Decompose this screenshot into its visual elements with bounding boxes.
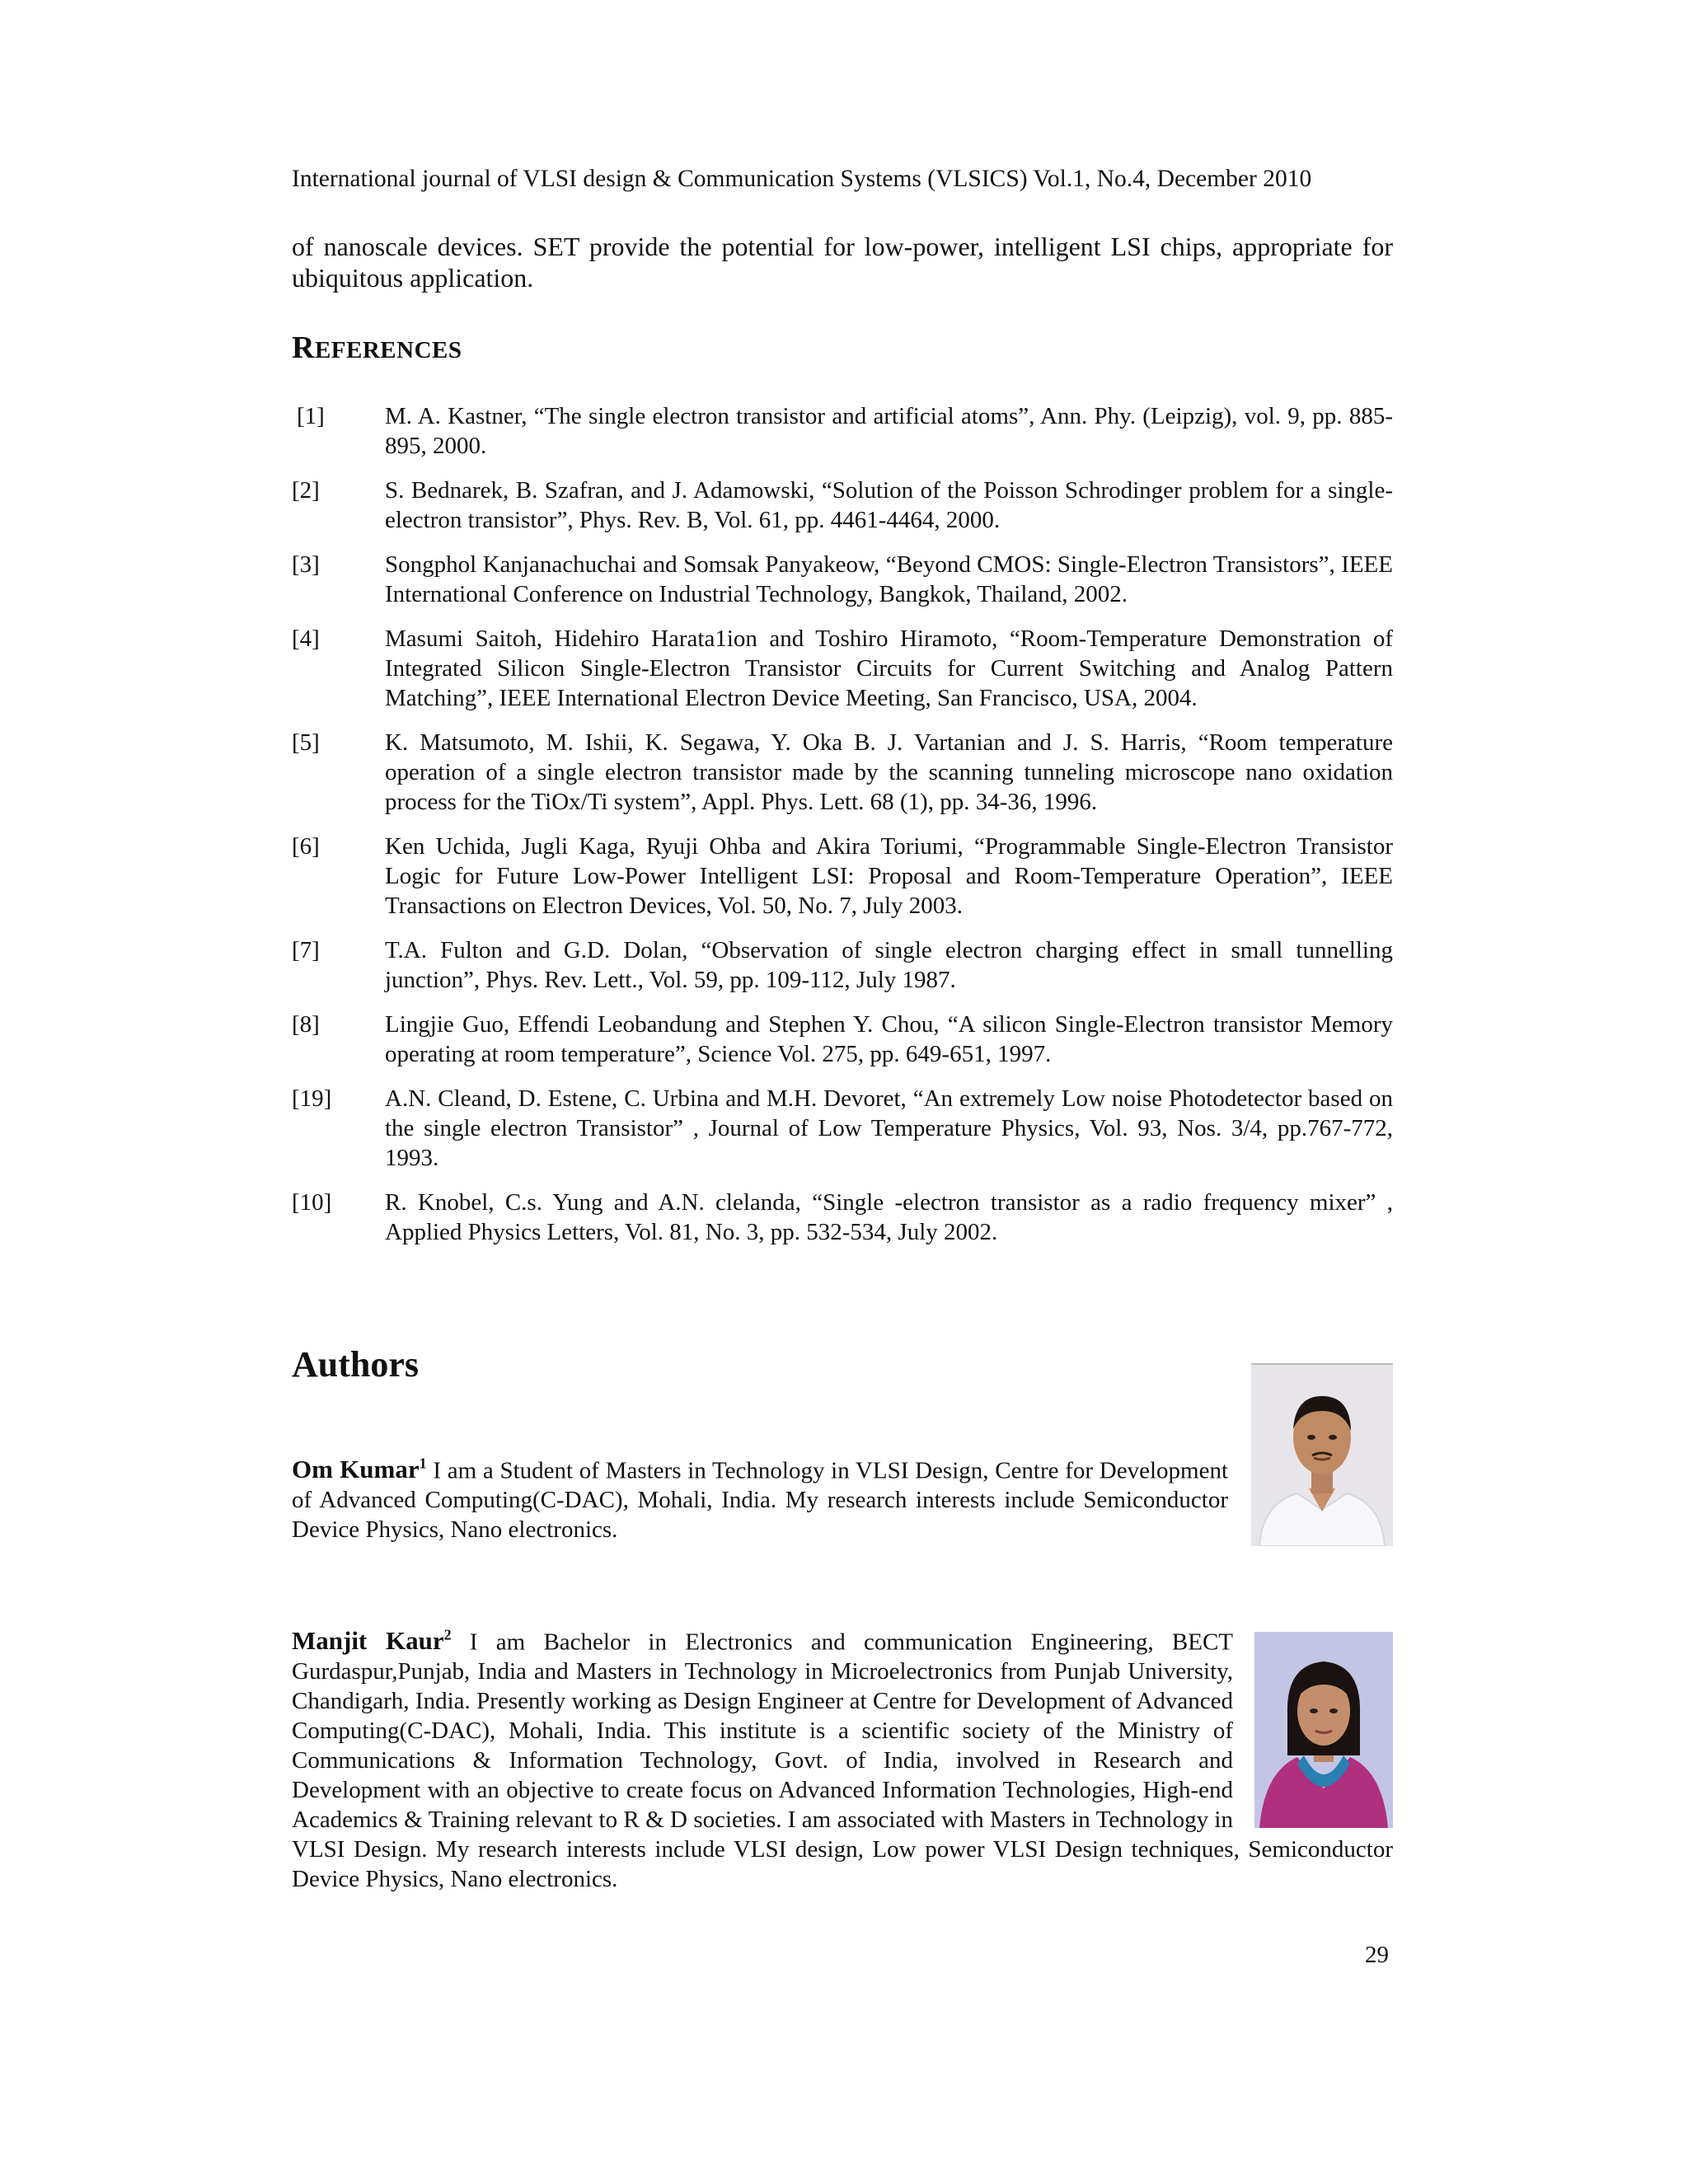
author-name xyxy=(292,1626,452,1655)
reference-item xyxy=(292,1010,1393,1069)
references-heading xyxy=(292,330,462,366)
reference-number: [19] xyxy=(292,1085,332,1112)
reference-text: Ken Uchida, Jugli Kaga, Ryuji Ohba and Akira Toriumi, “Programmable Single-Electron Transistor Logic for Future Low-Power Intelligent LSI: Proposal and Room-Temperature Operation”, IEEE Transactions on Electron Devices, Vol. 50, No. 7, July 2003. xyxy=(385,833,1393,919)
reference-number: [1] xyxy=(297,403,325,429)
reference-item xyxy=(292,550,1393,609)
reference-number: [4] xyxy=(292,626,320,652)
reference-text: Songphol Kanjanachuchai and Somsak Panyakeow, “Beyond CMOS: Single-Electron Transistors”, IEEE International Conference on Industrial Technology, Bangkok, Thailand, 2002. xyxy=(385,551,1393,607)
author-bio-manjit-kaur xyxy=(292,1620,1393,1894)
reference-text: M. A. Kastner, “The single electron transistor and artificial atoms”, Ann. Phy. (Leipzig), vol. 9, pp. 885-895, 2000. xyxy=(385,403,1393,459)
reference-number: [3] xyxy=(292,551,320,578)
authors-heading: Authors xyxy=(292,1344,420,1385)
reference-text: Lingjie Guo, Effendi Leobandung and Stephen Y. Chou, “A silicon Single-Electron transistor Memory operating at room temperature”, Science Vol. 275, pp. 649-651, 1997. xyxy=(385,1011,1393,1067)
author-photo-om-kumar xyxy=(1251,1363,1393,1546)
author-name xyxy=(292,1455,427,1483)
reference-text: S. Bednarek, B. Szafran, and J. Adamowski, “Solution of the Poisson Schrodinger problem for a single-electron transistor”, Phys. Rev. B, Vol. 61, pp. 4461-4464, 2000. xyxy=(385,477,1393,533)
portrait-female-icon xyxy=(1254,1632,1393,1828)
reference-text: A.N. Cleand, D. Estene, C. Urbina and M.H. Devoret, “An extremely Low noise Photodetector based on the single electron Transistor” , Journal of Low Temperature Physics, Vol. 93, Nos. 3/4, pp.767-772, 1993. xyxy=(385,1085,1393,1171)
reference-number: [2] xyxy=(292,477,320,504)
reference-number: [10] xyxy=(292,1189,332,1216)
reference-text: R. Knobel, C.s. Yung and A.N. clelanda, “Single -electron transistor as a radio frequency mixer” , Applied Physics Letters, Vol. 81, No. 3, pp. 532-534, July 2002. xyxy=(385,1189,1393,1245)
author-bio-text: I am Bachelor in Electronics and communication Engineering, BECT Gurdaspur,Punjab, India and Masters in Technology in Microelectronics from Punjab University, Chandigarh, India. Presently working as Design Engineer at Centre for Development of Advanced Computing(C-DAC), Mohali, India. This institute is a scientific society of the Ministry of Communications & Information Technology, Govt. of India, involved in Research and Development with an objective to create focus on Advanced Information Technologies, High-end Academics & Training relevant to R & D societies. I am associated with Masters in Technology in VLSI Design. My research interests include VLSI design, Low power VLSI Design techniques, Semiconductor Device Physics, Nano electronics. xyxy=(292,1629,1393,1893)
reference-item xyxy=(292,624,1393,713)
reference-number: [6] xyxy=(292,833,320,860)
reference-list xyxy=(292,401,1393,1262)
author-name-text: Om Kumar xyxy=(292,1455,420,1484)
references-heading-rest: EFERENCES xyxy=(314,337,462,363)
running-header: International journal of VLSI design & Communication Systems (VLSICS) Vol.1, No.4, December 2010 xyxy=(292,166,1312,192)
reference-number: [8] xyxy=(292,1011,320,1038)
reference-item xyxy=(292,935,1393,995)
reference-text: K. Matsumoto, M. Ishii, K. Segawa, Y. Oka B. J. Vartanian and J. S. Harris, “Room temperature operation of a single electron transistor made by the scanning tunneling microscope nano oxidation process for the TiOx/Ti system”, Appl. Phys. Lett. 68 (1), pp. 34-36, 1996. xyxy=(385,729,1393,815)
author-bio-text: I am a Student of Masters in Technology in VLSI Design, Centre for Development of Advanced Computing(C-DAC), Mohali, India. My research interests include Semiconductor Device Physics, Nano electronics. xyxy=(292,1457,1229,1544)
author-superscript: 2 xyxy=(443,1627,452,1643)
reference-number: [5] xyxy=(292,729,320,756)
page-number: 29 xyxy=(1365,1942,1389,1968)
reference-item xyxy=(292,401,1393,461)
reference-number: [7] xyxy=(292,937,320,963)
author-bio-om-kumar xyxy=(292,1449,1228,1544)
author-photo-manjit-kaur xyxy=(1254,1632,1393,1828)
author-superscript: 1 xyxy=(419,1455,427,1472)
reference-item xyxy=(292,1188,1393,1247)
author-name-text: Manjit Kaur xyxy=(292,1626,444,1656)
reference-text: Masumi Saitoh, Hidehiro Harata1ion and Toshiro Hiramoto, “Room-Temperature Demonstration of Integrated Silicon Single-Electron Transistor Circuits for Current Switching and Analog Pattern Matching”, IEEE International Electron Device Meeting, San Francisco, USA, 2004. xyxy=(385,626,1393,711)
reference-text: T.A. Fulton and G.D. Dolan, “Observation of single electron charging effect in small tunnelling junction”, Phys. Rev. Lett., Vol. 59, pp. 109-112, July 1987. xyxy=(385,937,1393,993)
reference-item xyxy=(292,728,1393,817)
intro-paragraph: of nanoscale devices. SET provide the potential for low-power, intelligent LSI chips, appropriate for ubiquitous application. xyxy=(292,232,1393,293)
reference-item xyxy=(292,476,1393,535)
reference-item xyxy=(292,832,1393,921)
portrait-male-icon xyxy=(1251,1365,1393,1546)
references-heading-initial: R xyxy=(292,330,315,365)
reference-item xyxy=(292,1084,1393,1173)
